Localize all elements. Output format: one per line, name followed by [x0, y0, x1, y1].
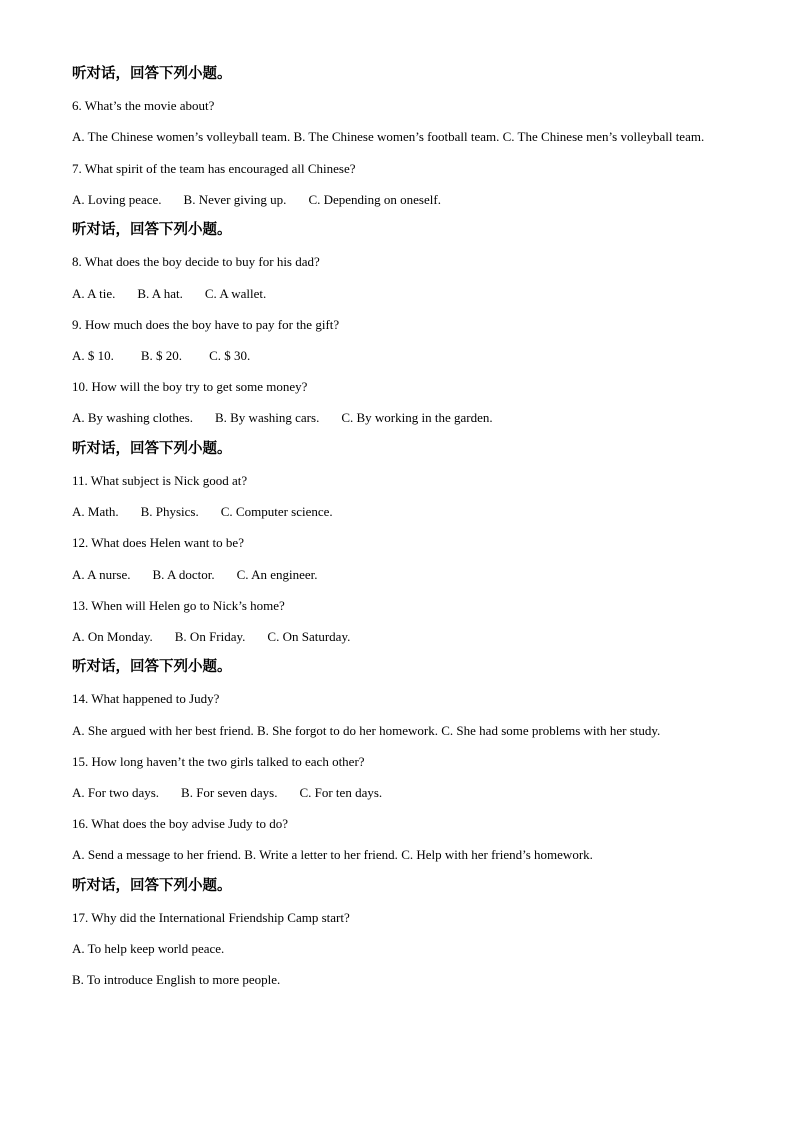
- question-stem: 7. What spirit of the team has encouraged all Chinese?: [72, 160, 356, 176]
- option-a: A. Send a message to her friend.: [72, 847, 241, 863]
- section-heading: 听对话，回答下列小题。: [72, 659, 232, 676]
- question-stem: 12. What does Helen want to be?: [72, 535, 244, 551]
- option-a: A. A nurse.: [72, 566, 131, 582]
- question-options: [72, 184, 722, 215]
- question-stem: 14. What happened to Judy?: [72, 691, 220, 707]
- question-stem: 16. What does the boy advise Judy to do?: [72, 816, 289, 832]
- option-c: C. An engineer.: [236, 566, 318, 582]
- option-a: A. To help keep world peace.: [72, 941, 225, 957]
- option-b: B. $ 20.: [140, 347, 183, 363]
- option-b: B. Physics.: [140, 504, 199, 520]
- option-c: C. By working in the garden.: [341, 410, 493, 426]
- section-heading: 听对话，回答下列小题。: [72, 222, 232, 239]
- question-stem: 8. What does the boy decide to buy for his dad?: [72, 254, 320, 270]
- option-b: B. Write a letter to her friend.: [244, 847, 398, 863]
- question-stem: 6. What’s the movie about?: [72, 98, 215, 114]
- option-a: A. On Monday.: [72, 628, 153, 644]
- option-c: C. $ 30.: [209, 347, 251, 363]
- option-a: A. Math.: [72, 504, 119, 520]
- option-c: C. On Saturday.: [267, 628, 351, 644]
- option-b: B. On Friday.: [174, 628, 246, 644]
- section-heading: 听对话，回答下列小题。: [72, 66, 232, 82]
- option-a: A. By washing clothes.: [72, 410, 193, 426]
- option-a: A. A tie.: [72, 285, 116, 301]
- option-b: B. The Chinese women’s football team.: [293, 129, 500, 145]
- question-stem: 11. What subject is Nick good at?: [72, 472, 248, 488]
- question-stem: 13. When will Helen go to Nick’s home?: [72, 597, 285, 613]
- option-a: A. She argued with her best friend.: [72, 722, 254, 738]
- option-c: C. Depending on oneself.: [308, 191, 441, 207]
- question-stem: 9. How much does the boy have to pay for the gift?: [72, 316, 340, 332]
- option-b: B. A doctor.: [152, 566, 215, 582]
- section-heading: 听对话，回答下列小题。: [72, 440, 232, 457]
- question-stem: 17. Why did the International Friendship Camp start?: [72, 909, 350, 925]
- option-b: B. For seven days.: [181, 785, 278, 801]
- question-stem: 15. How long haven’t the two girls talked to each other?: [72, 753, 365, 769]
- option-b: B. By washing cars.: [214, 410, 320, 426]
- option-c: C. Help with her friend’s homework.: [401, 847, 593, 863]
- option-b: B. To introduce English to more people.: [72, 972, 281, 988]
- option-a: A. $ 10.: [72, 347, 114, 363]
- option-c: C. Computer science.: [220, 504, 333, 520]
- question-options: [72, 777, 722, 808]
- question-options: [72, 839, 722, 870]
- question-options: [72, 496, 722, 527]
- option-a: A. Loving peace.: [72, 191, 162, 207]
- option-c: C. For ten days.: [299, 785, 383, 801]
- question-options: [72, 559, 722, 590]
- listening-section-content: [72, 59, 722, 996]
- option-c: C. She had some problems with her study.: [441, 722, 661, 738]
- question-stem: 10. How will the boy try to get some money?: [72, 379, 308, 395]
- option-a: A. The Chinese women’s volleyball team.: [72, 129, 291, 145]
- question-options: [72, 715, 722, 746]
- option-b: B. Never giving up.: [183, 191, 287, 207]
- question-options: [72, 278, 722, 309]
- question-options: [72, 402, 722, 433]
- option-b: B. She forgot to do her homework.: [256, 722, 438, 738]
- question-options: [72, 340, 722, 371]
- question-options: [72, 121, 722, 152]
- option-c: C. A wallet.: [204, 285, 267, 301]
- option-b: B. A hat.: [137, 285, 183, 301]
- option-a: A. For two days.: [72, 785, 160, 801]
- option-c: C. The Chinese men’s volleyball team.: [502, 129, 705, 145]
- section-heading: 听对话，回答下列小题。: [72, 877, 232, 894]
- question-options: [72, 621, 722, 652]
